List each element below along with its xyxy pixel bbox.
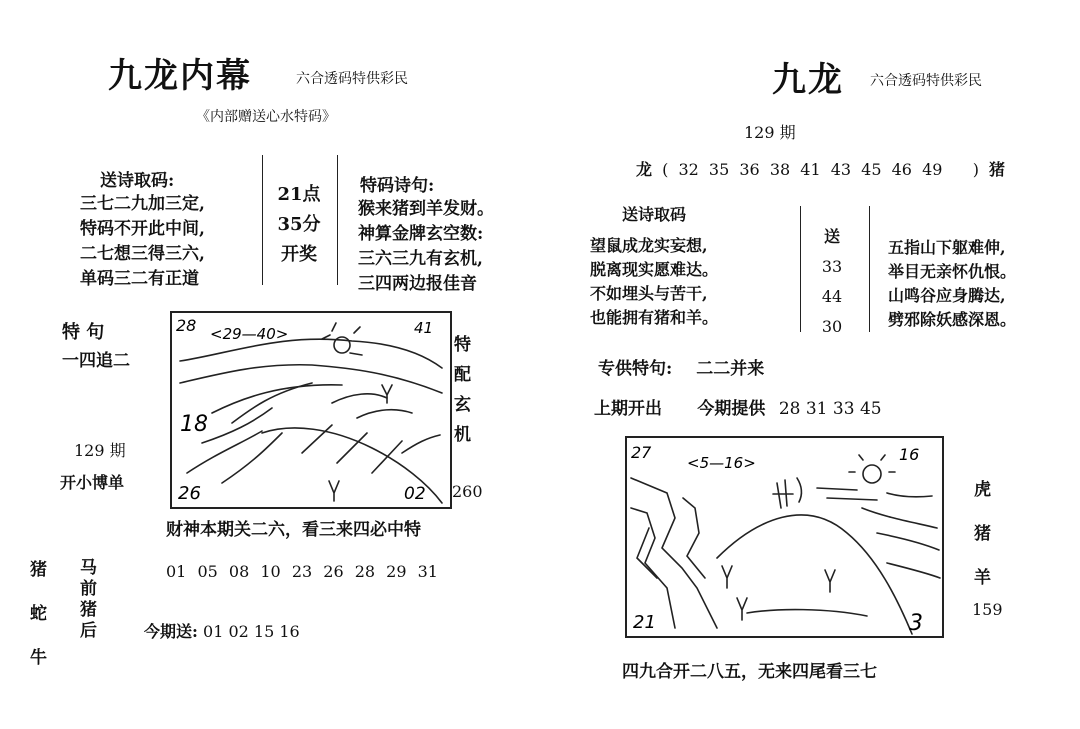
right-panel-num-bl: 21 [633,612,656,633]
poem-line: 单码三二有正道 [80,269,199,289]
number: 46 [891,160,912,179]
number: 08 [228,562,250,581]
side-char: 配 [454,365,471,385]
number: 41 [800,160,821,179]
draw-time [262,180,336,270]
left-issue: 129 期 [74,441,126,460]
right-tagline: 六合透码特供彩民 [870,73,982,89]
side-char: 特 [454,335,471,355]
poem-line: 望鼠成龙实妄想, [590,236,708,255]
right-animals [974,468,991,600]
left-special-text: 一四追二 [62,351,130,371]
left-god-line: 财神本期关二六，看三来四必中特 [166,520,421,540]
left-panel-num-bl: 26 [178,483,201,504]
box-label: 送 [823,227,840,246]
left-panel-num-tl: 28 [176,316,197,335]
left-special-heading: 特 句 [62,322,105,343]
horse-pig-char: 前 [80,579,97,599]
number: 31 [805,399,828,419]
left-panel-num-br: 02 [404,484,426,504]
box-number: 30 [821,317,843,336]
poem-line: 劈邪除妖感深恩。 [888,310,1017,329]
right-poem-heading: 送诗取码 [622,205,687,224]
right-panel-num-top: <5—16> [687,454,756,472]
left-animals [30,548,47,680]
side-char: 玄 [454,395,471,415]
left-today-row [144,619,300,642]
poem-line: 神算金牌玄空数: [358,224,484,244]
number: 15 [253,622,275,641]
number: 49 [922,160,943,179]
poem-line: 猴来猪到羊发财。 [358,199,494,219]
right-box-values [800,222,864,342]
today-label: 今期送: [144,622,198,641]
poem-line: 三六三九有玄机, [358,249,483,269]
right-issue: 129 期 [744,123,796,142]
left-poem1-heading: 送诗取码: [100,171,175,191]
poem-line: 脱离现实愿难达。 [590,260,719,279]
left-drawing-panel [170,311,452,509]
draw-time-label: 开奖 [281,244,317,265]
dragon-label: 龙 [636,160,653,179]
number: 28 [778,399,801,419]
special-label: 专供特句: [598,359,673,379]
number: 38 [769,160,791,179]
right-bottom-line: 四九合开二八五，无来四尾看三七 [622,662,877,682]
draw-time-minute: 35分 [277,214,321,235]
last-label: 上期开出 [594,399,662,419]
number: 45 [861,160,882,179]
number: 01 [203,622,224,641]
left-poem2 [358,197,494,297]
number: 02 [228,622,249,641]
left-sketch [172,313,450,507]
number: 05 [197,562,218,581]
right-panel-num-br: 3 [909,611,923,636]
box-number: 33 [821,257,843,276]
number: 23 [291,562,313,581]
animal-label: 猪 [974,524,991,544]
number: 26 [323,562,344,581]
poem-line: 五指山下躯难伸, [888,238,1006,257]
left-side-number: 260 [452,482,483,501]
poem-line: 不如埋头与苦干, [590,284,708,303]
right-poem-right [888,236,1016,332]
draw-time-hour: 21点 [277,184,321,205]
horse-pig-char: 后 [80,621,97,641]
number: 31 [417,562,438,581]
number: 36 [739,160,760,179]
horse-pig-char: 马 [80,558,97,578]
left-panel-num-left: 18 [180,412,208,437]
horse-pig-char: 猪 [80,600,97,620]
right-poem-left [590,234,718,330]
right-panel-num-tr: 16 [899,445,920,464]
left-horse-pig [80,558,97,642]
right-sketch [627,438,942,636]
number: 29 [386,562,407,581]
left-panel-num-top: <29—40> [210,325,289,343]
right-drawing-panel [625,436,944,638]
right-title: 九龙 [772,60,844,100]
poem-line: 三四两边报佳音 [358,274,477,294]
number: 35 [708,160,730,179]
animal-label: 猪 [30,560,47,580]
poem-line: 山鸣谷应身腾达, [888,286,1006,305]
right-dragon-row: 龙 ( 32 35 36 38 41 43 45 46 49 ) 猪 [636,160,1006,179]
left-panel-num-tr: 41 [414,319,434,337]
number: 43 [830,160,852,179]
left-subtitle: 《内部赠送心水特码》 [196,109,336,125]
poem-line: 三七二九加三定, [80,194,205,214]
right-panel-num-tl: 27 [631,443,652,462]
poem-line: 特码不开此中间, [80,219,205,239]
box-number: 44 [821,287,843,306]
provide-label: 今期提供 [697,399,766,419]
number: 01 [166,562,187,581]
poem-line: 二七想三得三六, [80,244,205,264]
left-side-vertical [454,330,471,450]
left-tagline: 六合透码特供彩民 [296,71,408,87]
right-provide-row [594,394,882,419]
animal-label: 牛 [30,648,47,668]
number: 32 [678,160,699,179]
left-title: 九龙内幕 [108,56,252,96]
pig-label: 猪 [989,160,1006,179]
left-open-label: 开小博单 [60,473,125,492]
right-side-number: 159 [972,600,1003,619]
number: 45 [859,399,882,419]
animal-label: 蛇 [30,604,47,624]
animal-label: 虎 [974,480,991,500]
left-poem1 [80,192,205,292]
side-char: 机 [454,425,471,445]
poem-line: 举目无亲怀仇恨。 [888,262,1017,281]
left-number-row [166,562,438,581]
left-poem2-heading: 特码诗句: [360,176,435,196]
number: 28 [354,562,376,581]
animal-label: 羊 [974,568,991,588]
number: 16 [279,622,300,641]
number: 10 [260,562,281,581]
poem-line: 也能拥有猪和羊。 [590,308,719,327]
special-value: 二二并来 [696,359,765,379]
right-special-row [598,354,764,379]
number: 33 [832,399,855,419]
